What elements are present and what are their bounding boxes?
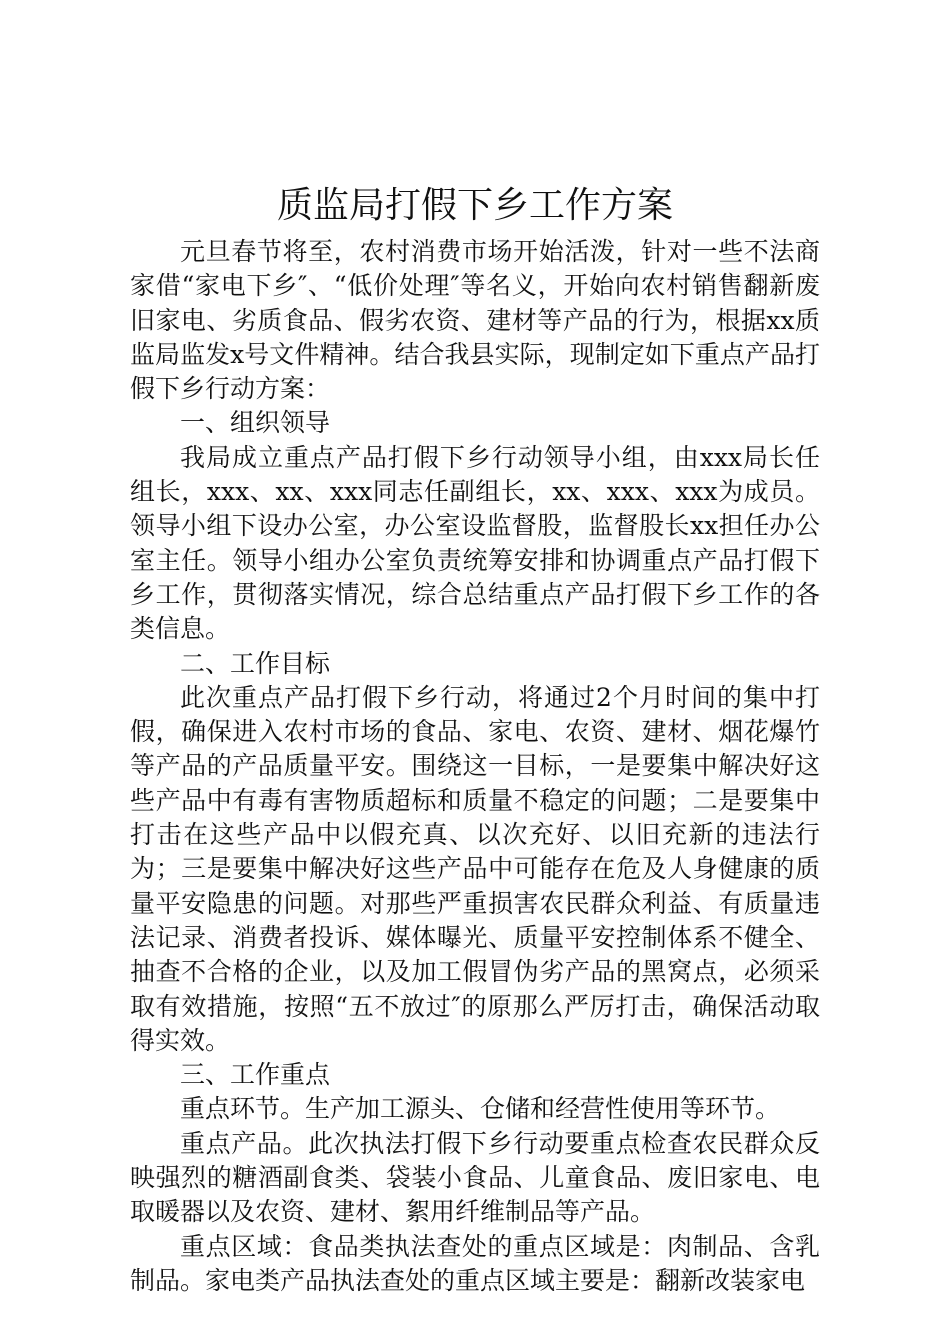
key-links-paragraph: 重点环节。生产加工源头、仓储和经营性使用等环节。 xyxy=(180,1094,781,1124)
key-products-paragraph: 重点产品。此次执法打假下乡行动要重点检查农民群众反映强烈的糖酒副食类、袋装小食品、儿童食品、废旧家电、电取暖器以及农资、建材、絮用纤维制品等产品。 xyxy=(130,1128,820,1227)
key-areas-paragraph: 重点区域：食品类执法查处的重点区域是：肉制品、含乳制品。家电类产品执法查处的重点区域主要是：翻新改装家电 xyxy=(130,1231,820,1295)
intro-paragraph: 元旦春节将至，农村消费市场开始活泼，针对一些不法商家借“家电下乡″、“低价处理″等名义，开始向农村销售翻新废旧家电、劣质食品、假劣农资、建材等产品的行为，根据xx质监局监发x号文件精神。结合我县实际，现制定如下重点产品打假下乡行动方案： xyxy=(130,237,820,404)
organization-paragraph: 我局成立重点产品打假下乡行动领导小组，由xxx局长任组长，xxx、xx、xxx同志任副组长，xx、xxx、xxx为成员。领导小组下设办公室，办公室设监督股，监督股长xx担任办公室主任。领导小组办公室负责统筹安排和协调重点产品打假下乡工作，贯彻落实情况，综合总结重点产品打假下乡工作的各类信息。 xyxy=(130,442,820,644)
section-heading-goals: 二、工作目标 xyxy=(180,648,331,678)
section-heading-key-points: 三、工作重点 xyxy=(180,1060,331,1090)
section-heading-organization: 一、组织领导 xyxy=(180,408,331,438)
document-title: 质监局打假下乡工作方案 xyxy=(276,185,673,226)
goals-paragraph: 此次重点产品打假下乡行动，将通过2个月时间的集中打假，确保进入农村市场的食品、家电、农资、建材、烟花爆竹等产品的产品质量平安。围绕这一目标，一是要集中解决好这些产品中有毒有害物质超标和质量不稳定的问题；二是要集中打击在这些产品中以假充真、以次充好、以旧充新的违法行为；三是要集中解决好这些产品中可能存在危及人身健康的质量平安隐患的问题。对那些严重损害农民群众利益、有质量违法记录、消费者投诉、媒体曝光、质量平安控制体系不健全、抽查不合格的企业，以及加工假冒伪劣产品的黑窝点，必须采取有效措施，按照“五不放过″的原那么严厉打击，确保活动取得实效。 xyxy=(130,682,820,1055)
document-body xyxy=(130,235,820,1298)
